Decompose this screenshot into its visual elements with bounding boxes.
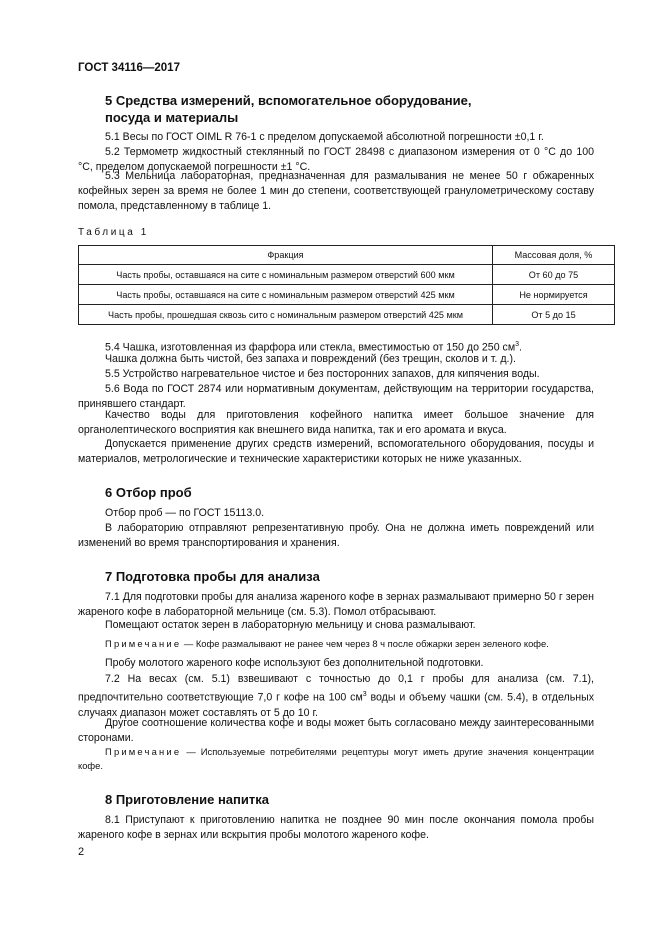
- cubic-superscript: 3: [515, 341, 520, 348]
- table-row: [79, 285, 615, 305]
- note-2-label: Примечание: [105, 746, 182, 757]
- table-cell-mass-share: От 60 до 75: [493, 265, 615, 285]
- paragraph-5-5: 5.5 Устройство нагревательное чистое и без посторонних запахов, для кипячения воды.: [105, 368, 540, 380]
- section-7-heading: 7 Подготовка пробы для анализа: [105, 569, 320, 584]
- table-header-fraction: Фракция: [79, 246, 493, 265]
- table-row: [79, 265, 615, 285]
- section-5-heading: [105, 92, 472, 126]
- paragraph-6-1: Отбор проб — по ГОСТ 15113.0.: [105, 507, 265, 519]
- note-1-text: — Кофе размалывают не ранее чем через 8 ч после обжарки зерен зеленого кофе.: [181, 638, 549, 649]
- paragraph-5-4-end: .: [519, 341, 522, 354]
- paragraph-7-1: 7.1 Для подготовки пробы для анализа жареного кофе в зернах размалывают примерно 50 г зерен жареного кофе в лабораторной мельнице (см. 5.3). Помол отбрасывают.: [78, 591, 594, 618]
- paragraph-7-2: [78, 672, 594, 721]
- paragraph-5-6c: Допускается применение других средств измерений, вспомогательного оборудования, посуды и материалов, метрологические и технические характеристики которых не ниже указанных.: [78, 438, 594, 465]
- note-1-label: Примечание: [105, 638, 182, 649]
- table-cell-fraction: Часть пробы, прошедшая сквозь сито с номинальным размером отверстий 425 мкм: [79, 305, 493, 325]
- section-6-heading: 6 Отбор проб: [105, 485, 192, 500]
- paragraph-7-2b: Другое соотношение количества кофе и воды может быть согласовано между заинтересованными сторонами.: [78, 717, 594, 744]
- paragraph-7-1c: Пробу молотого жареного кофе используют без дополнительной подготовки.: [105, 657, 484, 669]
- paragraph-7-2-end: воды и объему чашки (см. 5.4), в отдельных случаях диапазон может составлять от 5 до 10 г.: [78, 691, 594, 719]
- note-2-text: — Используемые потребителями рецептуры могут иметь другие значения концентрации кофе.: [78, 746, 594, 771]
- section-5-title-line1: 5 Средства измерений, вспомогательное оборудование,: [105, 93, 472, 108]
- paragraph-7-1b: Помещают остаток зерен в лабораторную мельницу и снова размалывают.: [105, 619, 476, 631]
- paragraph-5-4b: Чашка должна быть чистой, без запаха и повреждений (без трещин, сколов и т. д.).: [105, 353, 516, 365]
- section-8-heading: 8 Приготовление напитка: [105, 792, 269, 807]
- paragraph-5-1: 5.1 Весы по ГОСТ OIML R 76-1 с пределом допускаемой абсолютной погрешности ±0,1 г.: [105, 131, 544, 143]
- cubic-superscript: 3: [362, 691, 367, 698]
- note-2: [78, 745, 594, 772]
- table-cell-fraction: Часть пробы, оставшаяся на сите с номинальным размером отверстий 600 мкм: [79, 265, 493, 285]
- table-cell-fraction: Часть пробы, оставшаяся на сите с номинальным размером отверстий 425 мкм: [79, 285, 493, 305]
- paragraph-5-6: 5.6 Вода по ГОСТ 2874 или нормативным документам, действующим на территории государства, принявшего стандарт.: [78, 383, 594, 410]
- paragraph-5-3: 5.3 Мельница лабораторная, предназначенная для размалывания не менее 50 г обжаренных кофейных зерен за время не более 1 мин до степени, соответствующей гранулометрическому составу помола, представленному в таблице 1.: [78, 170, 594, 212]
- note-1: [78, 637, 594, 651]
- paragraph-7-2-text: 7.2 На весах (см. 5.1) взвешивают с точностью до 0,1 г пробы для анализа (см. 7.1), предпочтительно соответствующие 7,0 г кофе на 100 см: [78, 673, 594, 704]
- paragraph-6-2: В лабораторию отправляют репрезентативную пробу. Она не должна иметь повреждений или изменений во время транспортирования и хранения.: [78, 522, 594, 549]
- table-cell-mass-share: От 5 до 15: [493, 305, 615, 325]
- table-cell-mass-share: Не нормируется: [493, 285, 615, 305]
- table-header-mass-share: Массовая доля, %: [493, 246, 615, 265]
- paragraph-5-6b: Качество воды для приготовления кофейного напитка имеет большое значение для органолептического восприятия как внешнего вида напитка, так и его аромата и вкуса.: [78, 409, 594, 436]
- granulometry-table: [78, 245, 615, 325]
- page-number: 2: [78, 846, 85, 858]
- paragraph-5-4-text: 5.4 Чашка, изготовленная из фарфора или стекла, вместимостью от 150 до 250 см: [105, 341, 516, 354]
- paragraph-8-1: 8.1 Приступают к приготовлению напитка не позднее 90 мин после окончания помола пробы жареного кофе в зернах или вскрытия пробы молотого жареного кофе.: [78, 814, 594, 841]
- paragraph-5-2: 5.2 Термометр жидкостный стеклянный по ГОСТ 28498 с диапазоном измерения от 0 °С до 100 °С, пределом допускаемой погрешности ±1 °С.: [78, 146, 594, 173]
- table-row: [79, 305, 615, 325]
- table-caption: Таблица 1: [78, 227, 149, 238]
- document-code: ГОСТ 34116—2017: [78, 62, 180, 74]
- table-header-row: [79, 246, 615, 265]
- section-5-title-line2: посуда и материалы: [105, 110, 239, 125]
